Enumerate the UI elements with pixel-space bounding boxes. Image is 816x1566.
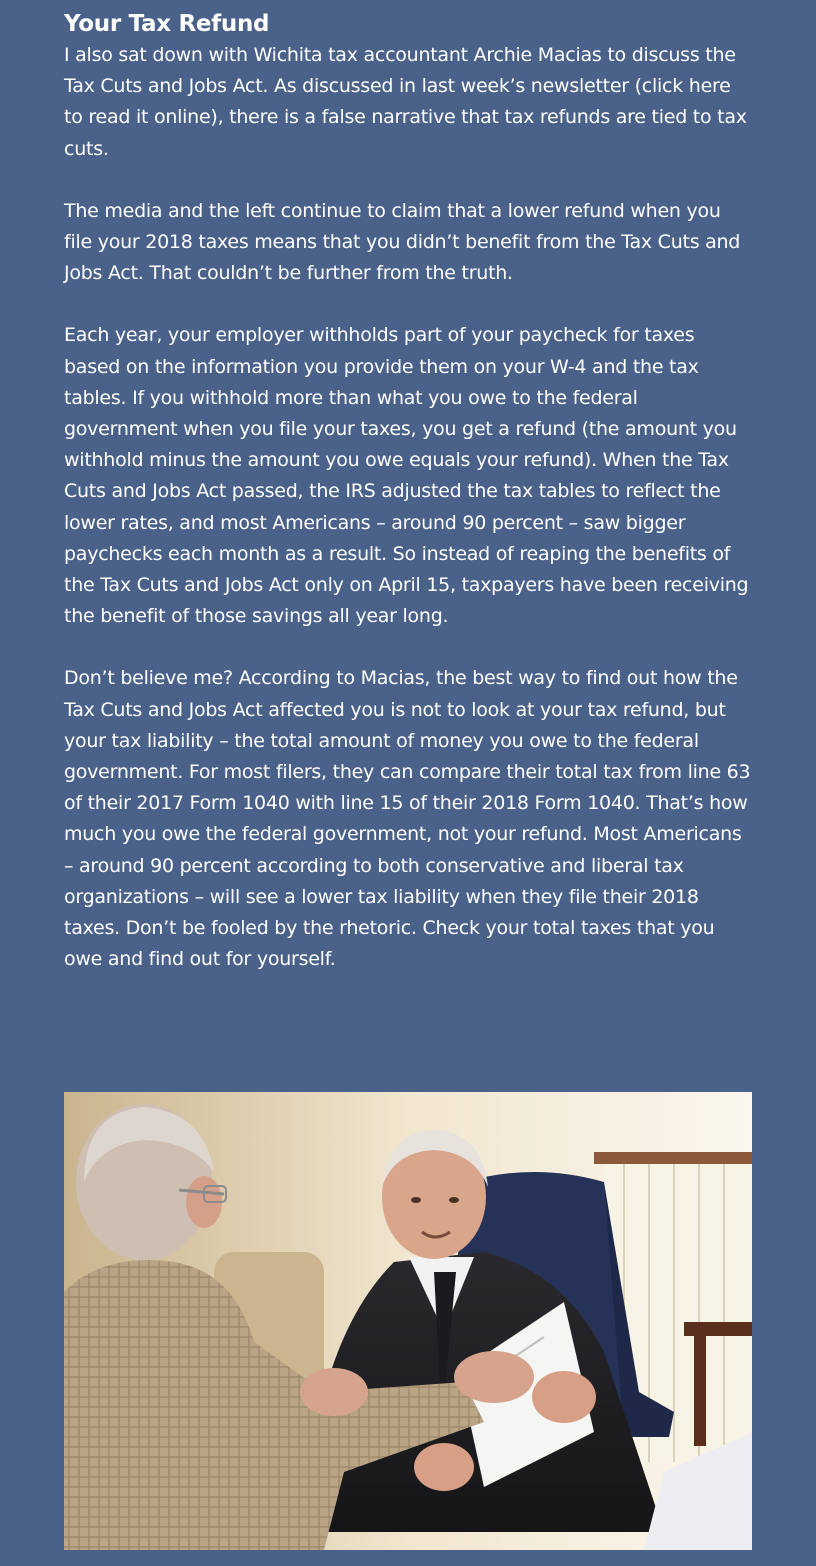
- paragraph-4: Don’t believe me? According to Macias, the best way to find out how the Tax Cuts and Jobs Act affected you is not to look at your tax refund, but your tax liability – the total amount of money you owe to the federal government. For most filers, they can compare their total tax from line 63 of their 2017 Form 1040 with line 15 of their 2018 Form 1040. That’s how much you owe the federal government, not your refund. Most Americans – around 90 percent according to both conservative and liberal tax organizations – will see a lower tax liability when they file their 2018 taxes. Don’t be fooled by the rhetoric. Check your total taxes that you owe and find out for yourself.: [64, 667, 751, 971]
- paragraph-2: The media and the left continue to claim that a lower refund when you file your 2018 taxes means that you didn’t benefit from the Tax Cuts and Jobs Act. That couldn’t be further from the truth.: [64, 199, 741, 285]
- paragraph-3: Each year, your employer withholds part of your paycheck for taxes based on the information you provide them on your W-4 and the tax tables. If you withhold more than what you owe to the federal government when you file your taxes, you get a refund (the amount you withhold minus the amount you owe equals your refund). When the Tax Cuts and Jobs Act passed, the IRS adjusted the tax tables to reflect the lower rates, and most Americans – around 90 percent – saw bigger paychecks each month as a result. So instead of reaping the benefits of the Tax Cuts and Jobs Act only on April 15, taxpayers have been receiving the benefit of those savings all year long.: [64, 324, 749, 628]
- meeting-photo: [64, 1092, 752, 1550]
- article: [64, 8, 754, 1006]
- meeting-photo-illustration: [64, 1092, 752, 1550]
- section-title: Your Tax Refund: [64, 11, 270, 37]
- paragraph-1: I also sat down with Wichita tax accountant Archie Macias to discuss the Tax Cuts and Jobs Act. As discussed in last week’s newsletter (click here to read it online), there is a false narrative that tax refunds are tied to tax cuts.: [64, 44, 747, 160]
